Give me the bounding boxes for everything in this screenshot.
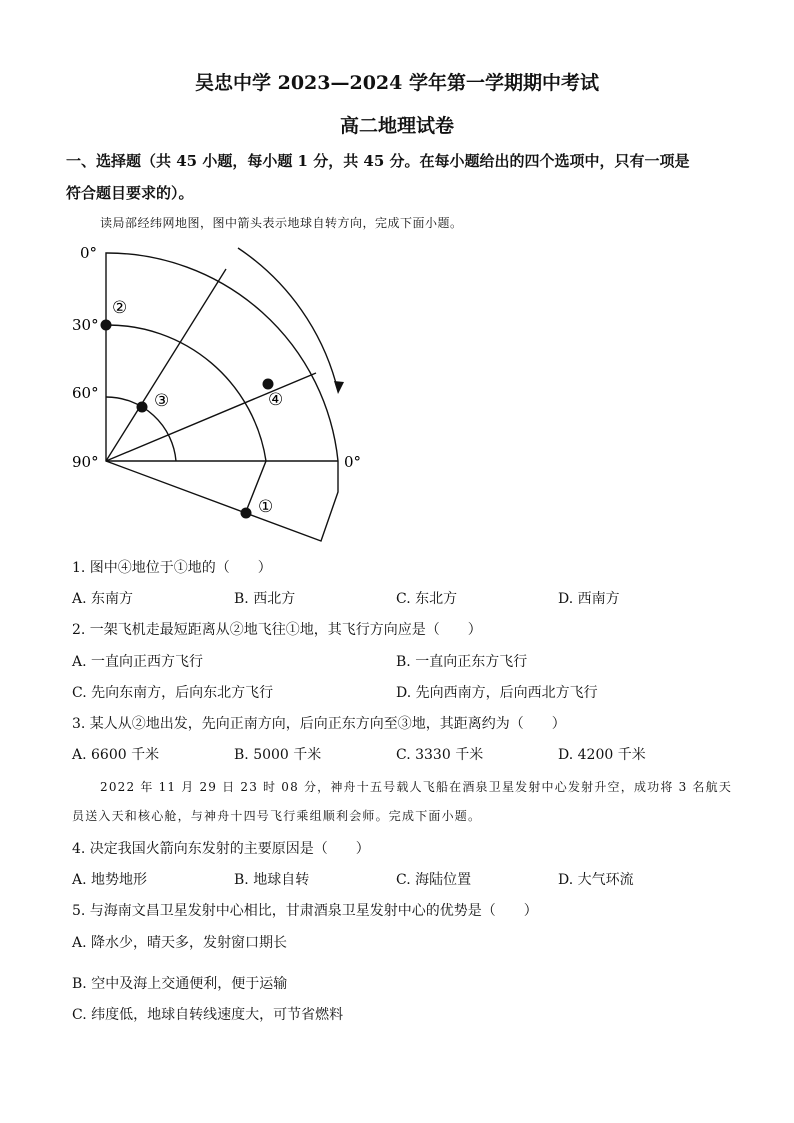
q1-option-c: C. 东北方: [396, 591, 458, 607]
point-3-dot: [137, 402, 148, 413]
graticule-figure: [66, 236, 386, 548]
figure-intro: 读局部经纬网地图，图中箭头表示地球自转方向，完成下面小题。: [100, 216, 463, 230]
section-heading-line2: 符合题目要求的）。: [66, 184, 194, 202]
question-3-stem: 3. 某人从②地出发，先向正南方向，后向正东方向至③地，其距离约为（ ）: [72, 716, 566, 732]
q1-option-a: A. 东南方: [72, 591, 134, 607]
q3-option-a: A. 6600 千米: [72, 747, 160, 763]
q2-option-d: D. 先向西南方，后向西北方飞行: [396, 685, 598, 701]
q5-option-a: A. 降水少，晴天多，发射窗口期长: [72, 935, 288, 951]
lat-label-30: 30°: [72, 316, 99, 334]
lat-label-0: 0°: [80, 244, 98, 262]
q4-option-c: C. 海陆位置: [396, 872, 472, 888]
question-4-stem: 4. 决定我国火箭向东发射的主要原因是（ ）: [72, 841, 370, 857]
meridian-b: [106, 373, 316, 461]
point-3-label: ③: [154, 391, 170, 411]
q4-option-b: B. 地球自转: [234, 872, 310, 888]
q4-option-d: D. 大气环流: [558, 872, 634, 888]
point-2-dot: [101, 320, 112, 331]
figure-outer-boundary: [106, 253, 338, 541]
point-4-label: ④: [268, 390, 284, 410]
point-1-dot: [241, 508, 252, 519]
rotation-arrow-head: [334, 381, 344, 394]
section-heading-line1: 一、选择题（共 45 小题，每小题 1 分，共 45 分。在每小题给出的四个选项中，只有一项是: [66, 152, 690, 170]
q1-option-d: D. 西南方: [558, 591, 620, 607]
q2-option-b: B. 一直向正东方飞行: [396, 654, 528, 670]
point-2-label: ②: [112, 298, 128, 318]
lat-label-90: 90°: [72, 453, 99, 471]
point-1-label: ①: [258, 497, 274, 517]
q5-option-c: C. 纬度低，地球自转线速度大，可节省燃料: [72, 1007, 344, 1023]
question-5-stem: 5. 与海南文昌卫星发射中心相比，甘肃酒泉卫星发射中心的优势是（ ）: [72, 903, 538, 919]
question-1-stem: 1. 图中④地位于①地的（ ）: [72, 560, 272, 576]
passage-2-line1: 2022 年 11 月 29 日 23 时 08 分，神舟十五号载人飞船在酒泉卫星发射中心发射升空，成功将 3 名航天: [100, 780, 733, 794]
point-4-dot: [263, 379, 274, 390]
q4-option-a: A. 地势地形: [72, 872, 148, 888]
q1-option-b: B. 西北方: [234, 591, 296, 607]
question-2-stem: 2. 一架飞机走最短距离从②地飞往①地，其飞行方向应是（ ）: [72, 622, 482, 638]
exam-title: 吴忠中学 2023—2024 学年第一学期期中考试: [195, 72, 599, 94]
q3-option-d: D. 4200 千米: [558, 747, 646, 763]
lat-label-60: 60°: [72, 384, 99, 402]
q3-option-c: C. 3330 千米: [396, 747, 484, 763]
lon-label-0: 0°: [344, 453, 362, 471]
q5-option-b: B. 空中及海上交通便利，便于运输: [72, 976, 288, 992]
parallel-30: [106, 325, 266, 509]
exam-subtitle: 高二地理试卷: [339, 115, 454, 137]
q2-option-a: A. 一直向正西方飞行: [72, 654, 204, 670]
passage-2-line2: 员送入天和核心舱，与神舟十四号飞行乘组顺利会师。完成下面小题。: [72, 809, 482, 823]
q3-option-b: B. 5000 千米: [234, 747, 322, 763]
q2-option-c: C. 先向东南方，后向东北方飞行: [72, 685, 274, 701]
rotation-arrow-line: [238, 248, 338, 391]
